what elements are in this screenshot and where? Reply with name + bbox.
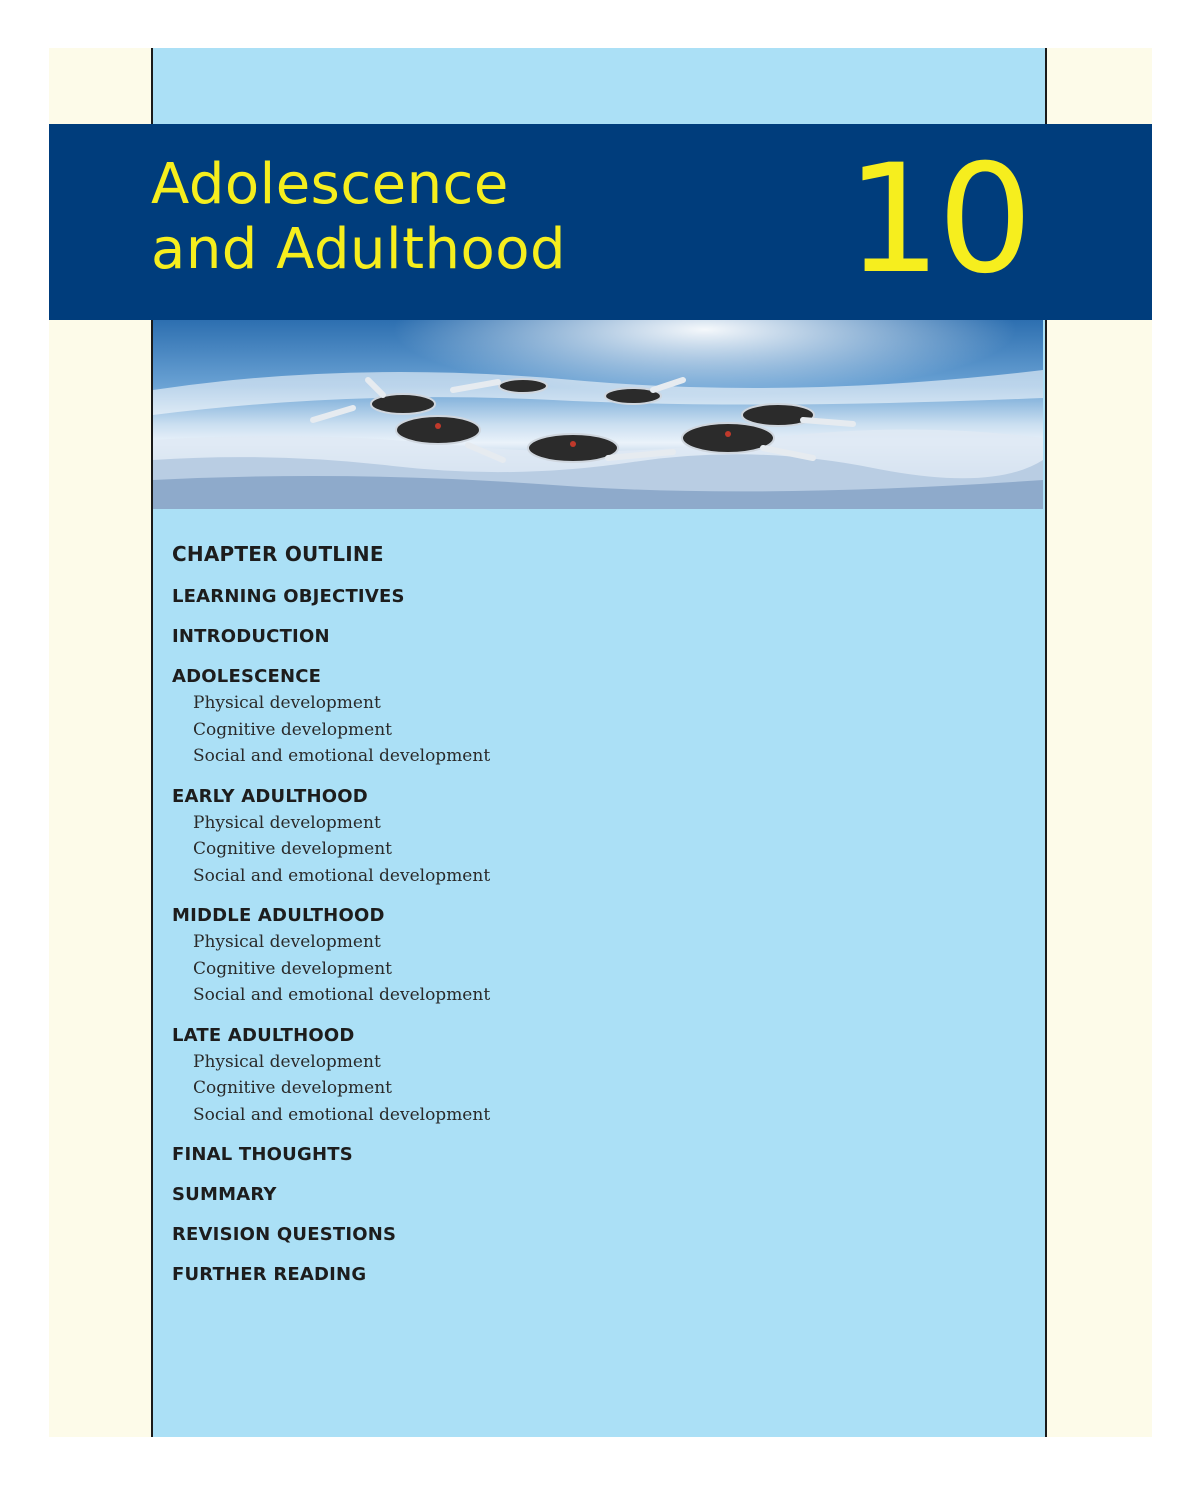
outline-section-middle-adulthood — [172, 903, 992, 1009]
section-title: INTRODUCTION — [172, 626, 330, 647]
section-title: LEARNING OBJECTIVES — [172, 586, 405, 607]
subsection-item: Physical development — [193, 812, 381, 833]
subsection-item: Cognitive development — [193, 839, 392, 859]
subsection-item: Social and emotional development — [193, 746, 491, 766]
outline-section-late-adulthood — [172, 1023, 992, 1129]
chapter-title — [151, 152, 566, 282]
section-title: FURTHER READING — [172, 1264, 367, 1285]
section-title: ADOLESCENCE — [172, 666, 322, 687]
subsection-item: Physical development — [193, 1051, 381, 1072]
section-title: FINAL THOUGHTS — [172, 1144, 353, 1165]
chapter-number: 10 — [846, 133, 1029, 307]
outline-section-revision-questions — [172, 1222, 992, 1248]
subsection-item: Cognitive development — [193, 1078, 392, 1098]
subsection-item: Cognitive development — [193, 958, 392, 979]
subsection-item: Cognitive development — [193, 719, 392, 740]
subsection-item: Physical development — [193, 693, 381, 713]
outline-section-learning-objectives — [172, 584, 992, 610]
outline-section-summary — [172, 1182, 992, 1208]
subsection-item: Social and emotional development — [193, 865, 491, 886]
chapter-title-line-1: Adolescence — [151, 152, 509, 217]
section-title: MIDDLE ADULTHOOD — [172, 905, 385, 926]
subsection-item: Social and emotional development — [193, 985, 491, 1005]
outline-section-further-reading — [172, 1262, 992, 1288]
chapter-outline — [172, 540, 992, 1302]
photo-illustration — [153, 320, 1043, 509]
outline-section-final-thoughts — [172, 1142, 992, 1168]
outline-section-adolescence — [172, 664, 992, 770]
subsection-item: Social and emotional development — [193, 1104, 491, 1125]
section-title: LATE ADULTHOOD — [172, 1024, 355, 1046]
outline-section-early-adulthood — [172, 784, 992, 890]
section-title: SUMMARY — [172, 1184, 277, 1205]
section-title: REVISION QUESTIONS — [172, 1224, 397, 1245]
outline-heading: CHAPTER OUTLINE — [172, 542, 384, 566]
section-title: EARLY ADULTHOOD — [172, 785, 368, 807]
outline-section-introduction — [172, 624, 992, 650]
subsection-item: Physical development — [193, 932, 381, 952]
chapter-title-line-2: and Adulthood — [151, 217, 567, 282]
skydivers-formation-photo — [153, 320, 1043, 509]
